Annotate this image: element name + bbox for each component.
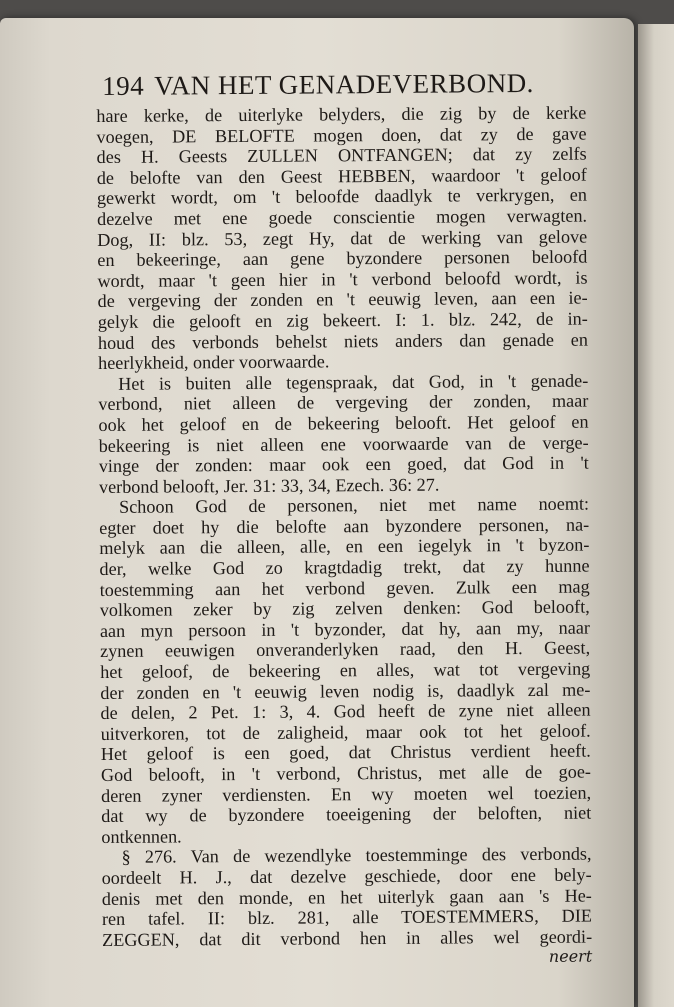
- text-line: Het geloof is een goed, dat Christus verdient heeft.: [100, 740, 591, 765]
- text-line: wordt, maar 't geen hier in 't verbond beloofd wordt, is: [97, 267, 588, 291]
- text-line: ontkennen.: [101, 826, 182, 847]
- text-line: hare kerke, de uiterlyke belyders, die zig by de kerke: [96, 102, 587, 126]
- text-line: verbond, niet alleen de vergeving der zonden, maar: [98, 390, 589, 415]
- text-line: melyk aan die alleen, alle, en een iegelyk in 't byzon-: [99, 535, 590, 559]
- text-line: des H. Geests ZULLEN ONTFANGEN; dat zy zelfs: [96, 143, 587, 168]
- text-line: deren zyner verdiensten. En wy moeten wel toezien,: [101, 782, 592, 806]
- text-line: en bekeeringe, aan gene byzondere personen beloofd: [97, 246, 588, 271]
- text-line: Schoon God de personen, niet met name noemt:: [119, 493, 590, 518]
- page-number: 194: [102, 70, 145, 101]
- text-line: Het is buiten alle tegenspraak, dat God, in 't genade-: [118, 370, 589, 394]
- text-line: § 276. Van de wezendlyke toestemminge des verbonds,: [121, 843, 592, 868]
- text-line: egter doet hy die belofte aan byzondere personen, na-: [99, 514, 590, 538]
- text-line: voegen, DE BELOFTE mogen doen, dat zy de gave: [96, 123, 587, 147]
- body-text: [96, 103, 592, 951]
- text-line: der, welke God zo kragtdadig trekt, dat zy hunne: [99, 555, 590, 580]
- running-head: [102, 63, 586, 106]
- text-line: vinge der zonden: maar ook een goed, dat God in 't: [98, 452, 589, 477]
- text-line: de delen, 2 Pet. 1: 3, 4. God heeft de zyne niet alleen: [100, 699, 591, 724]
- text-line: oordeelt H. J., dat dezelve geschiede, door ene bely-: [101, 864, 592, 888]
- text-line: aan myn persoon in 't byzonder, dat hy, aan my, naar: [99, 617, 591, 641]
- text-line: de vergeving der zonden en 't eeuwig leven, aan een ie-: [97, 287, 588, 312]
- text-line: denis met den monde, en het uiterlyk gaan aan 's He-: [101, 885, 592, 909]
- text-line: heerlykheid, onder voorwaarde.: [98, 351, 330, 374]
- running-head-title: VAN HET GENADEVERBOND.: [154, 67, 534, 101]
- page-text-block: [96, 63, 592, 971]
- text-line: zynen eeuwigen onveranderlyken raad, den H. Geest,: [100, 638, 591, 662]
- text-line: volkomen zeker by zig zelven denken: God belooft,: [99, 596, 590, 621]
- text-line: uitverkoren, tot de zaligheid, maar ook tot het geloof.: [100, 720, 591, 744]
- text-line: der zonden en 't eeuwig leven nodig is, daadlyk zal me-: [100, 679, 591, 703]
- text-line: het geloof, de bekeering en alles, wat tot vergeving: [100, 658, 591, 683]
- text-line: gewerkt wordt, om 't beloofde daadlyk te verkrygen, en: [96, 184, 587, 209]
- catchword: neert: [548, 946, 593, 967]
- text-line: de belofte van den Geest HEBBEN, waardoor 't geloof: [96, 164, 587, 188]
- text-line: ren tafel. II: blz. 281, alle TOESTEMMERS, DIE: [101, 905, 593, 930]
- text-line: gelyk die gelooft en zig bekeert. I: 1. blz. 242, de in-: [97, 308, 588, 332]
- text-line: God belooft, in 't verbond, Christus, met alle de goe-: [100, 761, 592, 785]
- text-line: toestemming aan het verbond geven. Zulk een mag: [99, 576, 590, 600]
- text-line: bekeering is niet alleen ene voorwaarde van de verge-: [98, 432, 589, 456]
- text-line: ook het geloof en de bekeering belooft. Het geloof en: [98, 411, 589, 435]
- text-line: ZEGGEN, dat dit verbond hen in alles wel geordi-: [102, 926, 593, 950]
- text-line: dezelve met ene goede conscientie mogen verwagten.: [96, 205, 588, 229]
- text-line: Dog, II: blz. 53, zegt Hy, dat de werking van gelove: [97, 226, 588, 250]
- book-page-right-edge: [638, 24, 674, 1007]
- text-line: houd des verbonds behelst niets anders dan genade en: [97, 329, 588, 353]
- text-line: dat wy de byzondere toeeigening der beloften, niet: [101, 802, 592, 827]
- text-line: verbond belooft, Jer. 31: 33, 34, Ezech. 36: 27.: [98, 474, 440, 497]
